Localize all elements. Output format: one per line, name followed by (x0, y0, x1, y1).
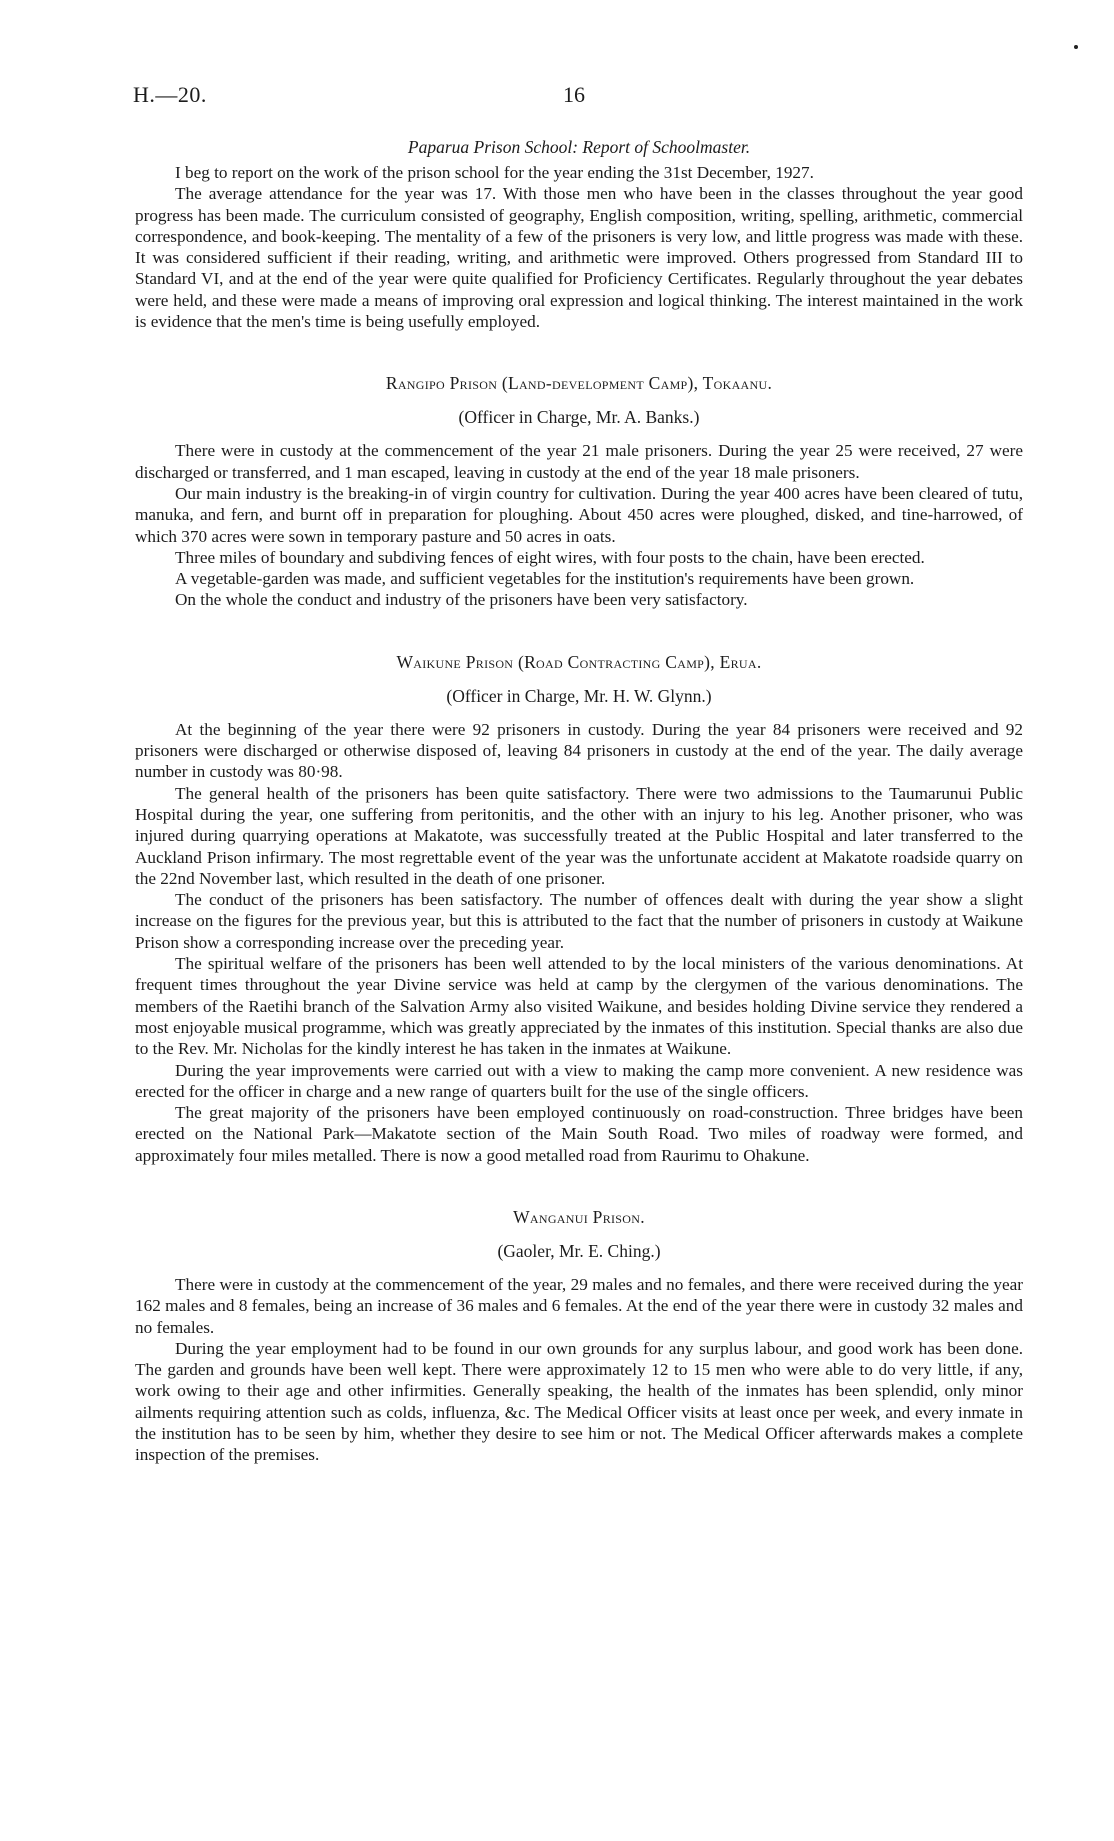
page-number: 16 (563, 82, 585, 107)
paragraph: A vegetable-garden was made, and sufficient vegetables for the institution's requirements have been grown. (175, 569, 915, 589)
paragraph: Our main industry is the breaking-in of virgin country for cultivation. During the year 400 acres have been cleared of tutu, manuka, and fern, and burnt off in preparation for ploughing. About 450 acres were ploughed, disked, and tine-harrowed, of which 370 acres were sown in temporary pasture and 50 acres in oats. (135, 483, 1023, 546)
paragraph: At the beginning of the year there were 92 prisoners in custody. During the year 84 prisoners were received and 92 prisoners were discharged or otherwise disposed of, leaving 84 prisoners in custody at the end of the year. The daily average number in custody was 80·98. (135, 719, 1023, 782)
paragraph: The spiritual welfare of the prisoners has been well attended to by the local ministers of the various denominations. At frequent times throughout the year Divine service was held at camp by the clergymen of the various denominations. The members of the Raetihi branch of the Salvation Army also visited Waikune, and besides holding Divine service they rendered a most enjoyable musical programme, which was greatly appreciated by the inmates of this institution. Special thanks are also due to the Rev. Mr. Nicholas for the kindly interest he has taken in the inmates at Waikune. (135, 954, 1023, 1059)
running-header (135, 82, 1023, 116)
paragraph: I beg to report on the work of the prison school for the year ending the 31st December, 1927. (175, 163, 814, 182)
officer-line: (Officer in Charge, Mr. A. Banks.) (458, 407, 700, 428)
paragraph: The conduct of the prisoners has been satisfactory. The number of offences dealt with during the year show a slight increase on the figures for the previous year, but this is attributed to the fact that the number of prisoners in custody at Waikune Prison show a corresponding increase over the preceding year. (135, 890, 1023, 952)
paragraph: There were in custody at the commencement of the year, 29 males and no females, and there were received during the year 162 males and 8 females, being an increase of 36 males and 6 females. At the end of the year there were in custody 32 males and no females. (135, 1274, 1023, 1337)
paragraph: On the whole the conduct and industry of the prisoners have been very satisfactory. (175, 590, 748, 610)
section-wanganui (135, 1207, 1023, 1466)
paragraph: Three miles of boundary and subdiving fences of eight wires, with four posts to the chain, have been erected. (175, 547, 925, 567)
paragraph: During the year improvements were carried out with a view to making the camp more convenient. A new residence was erected for the officer in charge and a new range of quarters built for the use of the single officers. (135, 1060, 1023, 1101)
section-heading: Waikune Prison (Road Contracting Camp), Erua. (396, 651, 762, 672)
officer-line: (Officer in Charge, Mr. H. W. Glynn.) (446, 685, 712, 706)
section-heading: Wanganui Prison. (513, 1206, 645, 1227)
paragraph: The average attendance for the year was 17. With those men who have been in the classes throughout the year good progress has been made. The curriculum consisted of geography, English composition, writing, spelling, arithmetic, commercial correspondence, and book-keeping. The mentality of a few of the prisoners is very low, and little progress was made with these. It was considered sufficient if their reading, writing, and arithmetic were improved. Others progressed from Standard III to Standard VI, and at the end of the year were quite qualified for Proficiency Certificates. Regularly throughout the year debates were held, and these were made a means of improving oral expression and logical thinking. The interest maintained in the work is evidence that the men's time is being usefully employed. (135, 184, 1023, 332)
document-page (135, 82, 1023, 1466)
officer-line: (Gaoler, Mr. E. Ching.) (497, 1240, 661, 1261)
paragraph: The great majority of the prisoners have been employed continuously on road-construction. Three bridges have been erected on the National Park—Makatote section of the Main South Road. Two miles of roadway were formed, and approximately four miles metalled. There is now a good metalled road from Raurimu to Ohakune. (135, 1103, 1023, 1165)
section-waikune (135, 652, 1023, 1166)
paragraph: The general health of the prisoners has been quite satisfactory. There were two admissions to the Taumarunui Public Hospital during the year, one suffering from peritonitis, and the other with an injury to his leg. Another prisoner, who was injured during quarrying operations at Makatote, was successfully treated at the Public Hospital and later transferred to the Auckland Prison infirmary. The most regrettable event of the year was the unfortunate accident at Makatote roadside quarry on the 22nd November last, which resulted in the death of one prisoner. (135, 783, 1023, 888)
paragraph: During the year employment had to be found in our own grounds for any surplus labour, and good work has been done. The garden and grounds have been well kept. There were approximately 12 to 15 men who were able to do very little, if any, work owing to their age and other infirmities. Generally speaking, the health of the inmates has been splendid, only minor ailments requiring attention such as colds, influenza, &c. The Medical Officer visits at least once per week, and every inmate in the institution has to be seen by him, whether they desire to see him or not. The Medical Officer afterwards makes a complete inspection of the premises. (135, 1338, 1023, 1465)
page-speck (1074, 45, 1078, 49)
paragraph: There were in custody at the commencement of the year 21 male prisoners. During the year 25 were received, 27 were discharged or transferred, and 1 man escaped, leaving in custody at the end of the year 18 male prisoners. (135, 441, 1023, 482)
school-report (135, 137, 1023, 332)
section-rangipo (135, 373, 1023, 610)
report-title: Paparua Prison School: Report of Schoolmaster. (407, 137, 751, 157)
report-reference: H.—20. (133, 82, 207, 107)
section-heading: Rangipo Prison (Land-development Camp), Tokaanu. (385, 373, 773, 394)
